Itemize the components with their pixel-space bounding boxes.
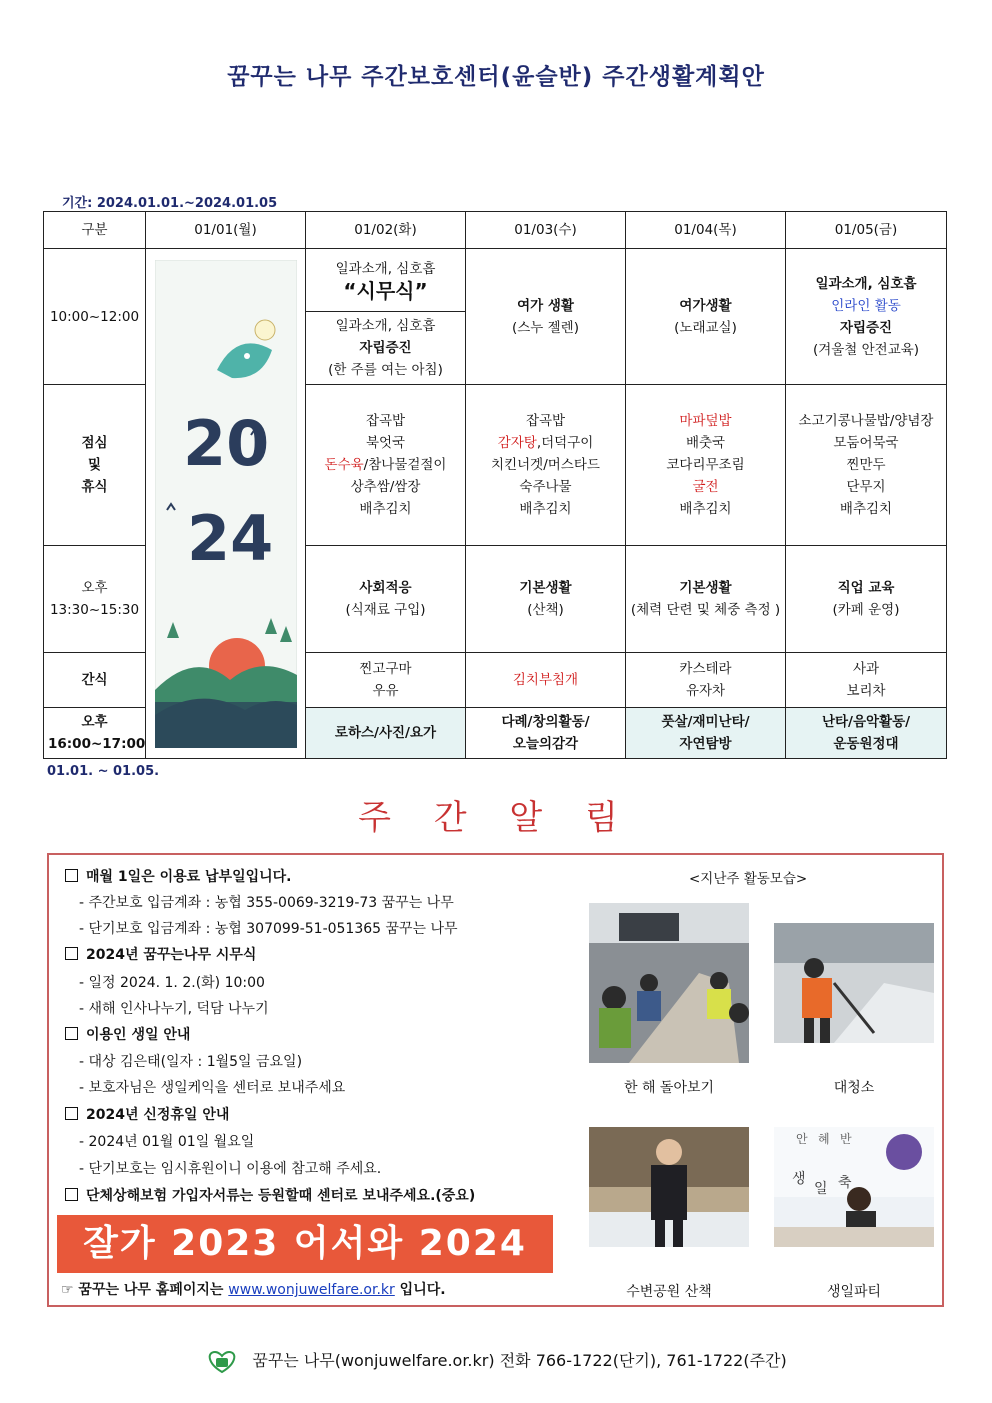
morning-day2-bottom bbox=[306, 312, 466, 385]
gallery-title: <지난주 활동모습> bbox=[689, 871, 808, 887]
homepage-suffix: 입니다. bbox=[399, 1282, 446, 1298]
cell-line: (카페 운영) bbox=[832, 602, 900, 618]
lunch-day4 bbox=[626, 385, 786, 546]
cell-line: 찐만두 bbox=[846, 457, 886, 473]
cell-line bbox=[310, 454, 461, 476]
late-day5 bbox=[786, 708, 947, 759]
snack-day3: 김치부침개 bbox=[466, 653, 626, 708]
homepage-line bbox=[61, 1279, 446, 1299]
cell-line: (스누 젤렌) bbox=[512, 319, 579, 336]
party-sign-1: 안 bbox=[796, 1132, 808, 1146]
lunch-day5 bbox=[786, 385, 947, 546]
notice-box bbox=[47, 853, 944, 1307]
cell-line: 배춧국 bbox=[685, 435, 726, 451]
cell-line: 일과소개, 심호흡 bbox=[335, 318, 436, 334]
lunch-day2 bbox=[306, 385, 466, 546]
notice-heading-text: 매월 1일은 이용료 납부일입니다. bbox=[86, 869, 292, 885]
cell-line: 직업 교육 bbox=[837, 580, 895, 596]
cell-line: 13:30~15:30 bbox=[49, 602, 140, 618]
cell-line: 16:00~17:00 bbox=[48, 736, 146, 752]
cell-line: 유자차 bbox=[685, 683, 726, 699]
homepage-link[interactable]: www.wonjuwelfare.or.kr bbox=[228, 1282, 395, 1298]
cell-line: 치킨너겟/머스타드 bbox=[491, 457, 600, 473]
header-day-4: 01/04(목) bbox=[626, 212, 786, 249]
footer-text: 꿈꾸는 나무(wonjuwelfare.or.kr) 전화 766-1722(단기), 761-1722(주간) bbox=[252, 1351, 787, 1370]
cell-line: 난타/음악활동/ bbox=[821, 714, 911, 730]
notice-title: 주 간 알 림 bbox=[358, 798, 634, 838]
cell-line: 여가 생활 bbox=[517, 297, 574, 314]
cell-line bbox=[470, 432, 621, 454]
cell-line: 소고기콩나물밥/양념장 bbox=[798, 413, 934, 429]
notice-item: - 주간보호 입금계좌 : 농협 355-0069-3219-73 꿈꾸는 나무 bbox=[79, 895, 454, 911]
notice-item: - 새해 인사나누기, 덕담 나누기 bbox=[79, 1001, 269, 1017]
cell-line: 상추쌈/쌈장 bbox=[350, 479, 421, 495]
cell-line: 카스테라 bbox=[679, 661, 732, 677]
cell-line: 다례/창의활동/ bbox=[501, 714, 590, 730]
homepage-prefix: ☞ 꿈꾸는 나무 홈페이지는 bbox=[61, 1282, 224, 1298]
cell-line: 잡곡밥 bbox=[525, 413, 566, 429]
header-day-5: 01/05(금) bbox=[786, 212, 947, 249]
header-day-3: 01/03(수) bbox=[466, 212, 626, 249]
row-label-late bbox=[44, 708, 146, 759]
late-day3 bbox=[466, 708, 626, 759]
footer bbox=[0, 1348, 992, 1374]
cell-line: 배추김치 bbox=[679, 501, 732, 517]
page-title: 꿈꾸는 나무 주간보호센터(윤슬반) 주간생활계획안 bbox=[227, 64, 765, 90]
party-sign-3: 반 bbox=[840, 1132, 852, 1146]
notice-heading bbox=[65, 867, 292, 887]
date-range-label: 01.01. ~ 01.05. bbox=[47, 764, 160, 779]
checkbox-icon bbox=[65, 1188, 78, 1201]
ceremony-label: “시무식” bbox=[343, 279, 428, 303]
notice-item: - 보호자님은 생일케익을 센터로 보내주세요 bbox=[79, 1080, 346, 1096]
photo-park-walk bbox=[589, 1127, 749, 1247]
cell-line: 일과소개, 심호흡 bbox=[815, 275, 917, 292]
photo-caption: 생일파티 bbox=[826, 1284, 882, 1300]
header-day-1: 01/01(월) bbox=[146, 212, 306, 249]
photo-year-review bbox=[589, 903, 749, 1063]
late-day2: 로하스/사진/요가 bbox=[306, 708, 466, 759]
photo-cleaning bbox=[774, 923, 934, 1043]
photo-birthday-party bbox=[774, 1127, 934, 1247]
cell-line: 자립증진 bbox=[839, 319, 893, 336]
notice-heading bbox=[65, 945, 256, 965]
cell-line: (식재료 구입) bbox=[345, 602, 426, 618]
cell-line: (겨울철 안전교육) bbox=[812, 341, 920, 358]
photo-caption: 수변공원 산책 bbox=[626, 1284, 712, 1300]
poster-image bbox=[155, 260, 297, 748]
cell-line: (노래교실) bbox=[674, 319, 737, 336]
cell-line: 사회적응 bbox=[359, 580, 412, 596]
weekly-plan-table bbox=[43, 211, 947, 759]
cell-text: ,더덕구이 bbox=[536, 435, 594, 451]
new-year-banner: 잘가 2023 어서와 2024 bbox=[57, 1215, 553, 1273]
highlight-dish: 돈수육 bbox=[324, 457, 364, 473]
cell-line: 자연탐방 bbox=[679, 736, 732, 752]
notice-heading bbox=[65, 1105, 229, 1125]
party-sign-2: 혜 bbox=[818, 1132, 830, 1146]
header-category: 구분 bbox=[44, 212, 146, 249]
table-row bbox=[44, 249, 947, 312]
cell-line: 기본생활 bbox=[519, 580, 572, 596]
cell-line: 및 bbox=[87, 457, 102, 473]
notice-heading-text: 2024년 신정휴일 안내 bbox=[86, 1107, 230, 1123]
notice-heading bbox=[65, 1186, 475, 1206]
notice-item: - 대상 김은태(일자 : 1월5일 금요일) bbox=[79, 1054, 303, 1070]
checkbox-icon bbox=[65, 947, 78, 960]
cell-line: 휴식 bbox=[81, 479, 108, 495]
cell-line: 보리차 bbox=[846, 683, 886, 699]
snack-day4 bbox=[626, 653, 786, 708]
snack-day2 bbox=[306, 653, 466, 708]
cell-line: 운동원정대 bbox=[833, 736, 899, 752]
cell-line: 오후 bbox=[81, 580, 108, 596]
poster-year-bottom: 24 bbox=[186, 501, 273, 575]
cell-line: 북엇국 bbox=[365, 435, 406, 451]
cell-line: 배추김치 bbox=[839, 501, 893, 517]
cell-line: 점심 bbox=[81, 435, 108, 451]
afternoon-day4 bbox=[626, 546, 786, 653]
header-day-2: 01/02(화) bbox=[306, 212, 466, 249]
cell-line: 기본생활 bbox=[679, 580, 732, 596]
notice-heading-text: 2024년 꿈꾸는나무 시무식 bbox=[86, 947, 257, 963]
highlight-dish: 굴전 bbox=[692, 479, 719, 495]
lunch-day3 bbox=[466, 385, 626, 546]
period-label: 기간: 2024.01.01.~2024.01.05 bbox=[62, 196, 278, 211]
morning-day4 bbox=[626, 249, 786, 385]
notice-item: - 2024년 01월 01일 월요일 bbox=[79, 1134, 255, 1150]
cell-line: 오후 bbox=[81, 714, 108, 730]
afternoon-day3 bbox=[466, 546, 626, 653]
party-sign-5: 일 bbox=[814, 1181, 828, 1197]
cell-text: /참나물겉절이 bbox=[363, 457, 447, 473]
cell-line: 찐고구마 bbox=[359, 661, 412, 677]
morning-day3 bbox=[466, 249, 626, 385]
morning-day5 bbox=[786, 249, 947, 385]
cell-line: 일과소개, 심호흡 bbox=[335, 261, 436, 277]
notice-heading-text: 이용인 생일 안내 bbox=[86, 1027, 191, 1043]
cell-line: 배추김치 bbox=[519, 501, 572, 517]
cell-line: 자립증진 bbox=[359, 340, 412, 356]
cell-line: (한 주를 여는 아침) bbox=[328, 362, 443, 378]
highlight-dish: 마파덮밥 bbox=[679, 413, 732, 429]
cell-line: 단무지 bbox=[846, 479, 886, 495]
snack-day5 bbox=[786, 653, 947, 708]
checkbox-icon bbox=[65, 869, 78, 882]
party-sign-4: 생 bbox=[792, 1171, 806, 1187]
photo-caption: 대청소 bbox=[833, 1080, 875, 1096]
notice-item: - 일정 2024. 1. 2.(화) 10:00 bbox=[79, 975, 265, 991]
cell-line: 숙주나물 bbox=[519, 479, 572, 495]
notice-heading bbox=[65, 1025, 190, 1045]
cell-line: 풋살/재미난타/ bbox=[661, 714, 750, 730]
highlight-dish: 감자탕 bbox=[497, 435, 537, 451]
afternoon-day5 bbox=[786, 546, 947, 653]
cell-line: 사과 bbox=[852, 661, 880, 677]
notice-heading-text: 단체상해보험 가입자서류는 등원할때 센터로 보내주세요.(중요) bbox=[86, 1188, 476, 1204]
row-label-afternoon bbox=[44, 546, 146, 653]
row-label-morning: 10:00~12:00 bbox=[44, 249, 146, 385]
row-label-snack: 간식 bbox=[44, 653, 146, 708]
afternoon-day2 bbox=[306, 546, 466, 653]
cell-line: 인라인 활동 bbox=[831, 297, 901, 314]
checkbox-icon bbox=[65, 1027, 78, 1040]
photo-caption: 한 해 돌아보기 bbox=[623, 1080, 715, 1096]
party-sign-6: 축 bbox=[838, 1175, 852, 1191]
cell-line: 코다리무조림 bbox=[666, 457, 745, 473]
center-logo-icon bbox=[205, 1350, 239, 1374]
cell-line: (체력 단련 및 체중 측정 ) bbox=[630, 602, 781, 618]
cell-line: 모둠어묵국 bbox=[833, 435, 899, 451]
table-header-row bbox=[44, 212, 947, 249]
cell-line: (산책) bbox=[527, 602, 564, 618]
notice-item: - 단기보호 입금계좌 : 농협 307099-51-051365 꿈꾸는 나무 bbox=[79, 921, 458, 937]
late-day4 bbox=[626, 708, 786, 759]
poster-year-top: 20 bbox=[182, 406, 269, 480]
cell-line: 오늘의감각 bbox=[512, 736, 579, 752]
row-label-lunch bbox=[44, 385, 146, 546]
cell-line: 잡곡밥 bbox=[365, 413, 406, 429]
cell-line: 배추김치 bbox=[359, 501, 412, 517]
new-year-poster bbox=[146, 249, 306, 759]
notice-item: - 단기보호는 임시휴원이니 이용에 참고해 주세요. bbox=[79, 1161, 382, 1177]
checkbox-icon bbox=[65, 1107, 78, 1120]
morning-day2-top bbox=[306, 249, 466, 312]
cell-line: 우유 bbox=[372, 683, 399, 699]
cell-line: 여가생활 bbox=[679, 297, 732, 314]
